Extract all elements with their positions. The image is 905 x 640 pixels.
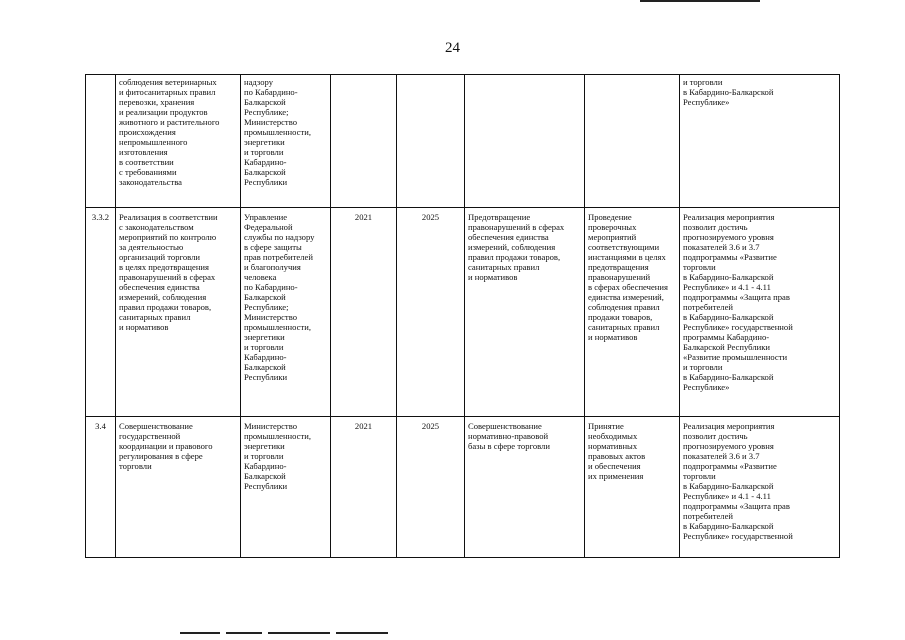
cell-measure-name: Реализация в соответствии с законодательством мероприятий по контролю за деятельностью организаций торговли в целях предотвращения правонарушений в сферах обеспечения единства измерений, соблюдения правил продажи товаров, санитарных правил и нормативов xyxy=(116,208,241,417)
table-row xyxy=(86,75,840,208)
cell-expected-result: Совершенствование нормативно-правовой базы в сфере торговли xyxy=(465,417,585,558)
cell-number xyxy=(86,75,116,208)
cell-indicator-link: и торговли в Кабардино-Балкарской Республике» xyxy=(680,75,840,208)
cell-expected-result xyxy=(465,75,585,208)
cell-start-year: 2021 xyxy=(331,208,397,417)
page-number: 24 xyxy=(445,40,460,56)
cell-number: 3.3.2 xyxy=(86,208,116,417)
cell-end-year xyxy=(397,75,465,208)
cell-consequence: Проведение проверочных мероприятий соответствующими инстанциями в целях предотвращения правонарушений в сферах обеспечения единства измерений, соблюдения правил продажи товаров, санитарных правил и нормативов xyxy=(585,208,680,417)
cell-end-year: 2025 xyxy=(397,417,465,558)
cell-consequence: Принятие необходимых нормативных правовых актов и обеспечения их применения xyxy=(585,417,680,558)
table-row xyxy=(86,417,840,558)
cell-consequence xyxy=(585,75,680,208)
bottom-edge-rule xyxy=(180,632,220,634)
plan-table xyxy=(85,74,840,558)
bottom-edge-rule xyxy=(268,632,330,634)
top-edge-rule xyxy=(640,0,760,2)
table-row xyxy=(86,208,840,417)
cell-measure-name: Совершенствование государственной координации и правового регулирования в сфере торговли xyxy=(116,417,241,558)
cell-measure-name: соблюдения ветеринарных и фитосанитарных правил перевозки, хранения и реализации продуктов животного и растительного происхождения непромышленного изготовления в соответствии с требованиями законодательства xyxy=(116,75,241,208)
cell-start-year xyxy=(331,75,397,208)
cell-executor: Министерство промышленности, энергетики и торговли Кабардино- Балкарской Республики xyxy=(241,417,331,558)
bottom-edge-rule xyxy=(336,632,388,634)
cell-indicator-link: Реализация мероприятия позволит достичь прогнозируемого уровня показателей 3.6 и 3.7 подпрограммы «Развитие торговли в Кабардино-Балкарской Республике» и 4.1 - 4.11 подпрограммы «Защита прав потребителей в Кабардино-Балкарской Республике» государственной xyxy=(680,417,840,558)
cell-end-year: 2025 xyxy=(397,208,465,417)
cell-executor: Управление Федеральной службы по надзору в сфере защиты прав потребителей и благополучия человека по Кабардино- Балкарской Республике; Министерство промышленности, энергетики и торговли Кабардино- Балкарской Республики xyxy=(241,208,331,417)
cell-executor: надзору по Кабардино- Балкарской Республике; Министерство промышленности, энергетики и торговли Кабардино- Балкарской Республики xyxy=(241,75,331,208)
bottom-edge-rule xyxy=(226,632,262,634)
cell-indicator-link: Реализация мероприятия позволит достичь прогнозируемого уровня показателей 3.6 и 3.7 подпрограммы «Развитие торговли в Кабардино-Балкарской Республике» и 4.1 - 4.11 подпрограммы «Защита прав потребителей в Кабардино-Балкарской Республике» государственной программы Кабардино- Балкарской Республики «Развитие промышленности и торговли в Кабардино-Балкарской Республике» xyxy=(680,208,840,417)
cell-expected-result: Предотвращение правонарушений в сферах обеспечения единства измерений, соблюдения правил продажи товаров, санитарных правил и нормативов xyxy=(465,208,585,417)
cell-number: 3.4 xyxy=(86,417,116,558)
cell-start-year: 2021 xyxy=(331,417,397,558)
